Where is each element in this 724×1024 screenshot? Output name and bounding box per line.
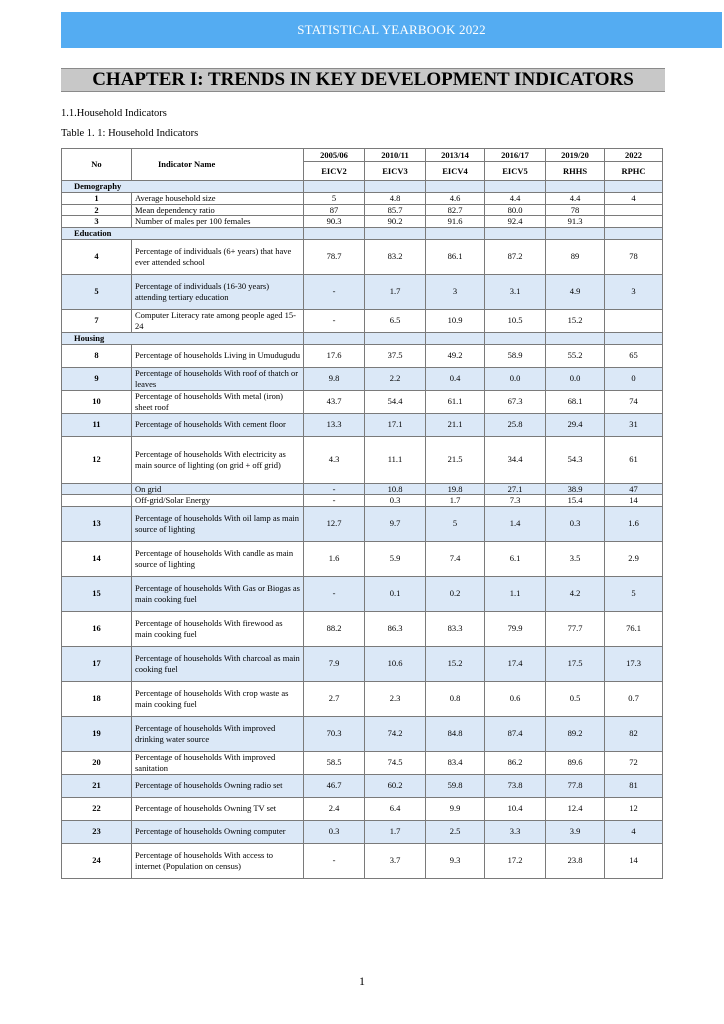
table-row [62,390,663,413]
indicator-value: 3.9 [546,820,605,843]
table-row [62,541,663,576]
indicator-value [605,216,663,228]
indicator-value: 7.3 [485,495,546,507]
indicator-value: 74.2 [365,716,426,751]
table-row [62,367,663,390]
indicator-value: 12.7 [304,506,365,541]
indicator-value: 84.8 [426,716,485,751]
table-row [62,204,663,216]
indicator-name: Percentage of households With oil lamp as main source of lighting [132,506,304,541]
indicator-value: 6.4 [365,797,426,820]
indicator-value: 0.0 [546,367,605,390]
indicator-value: - [304,483,365,495]
indicator-value: 5 [605,576,663,611]
indicator-value: 0.7 [605,681,663,716]
section-row-demography [62,181,663,193]
section-blank-cell [485,227,546,239]
indicator-name: Mean dependency ratio [132,204,304,216]
indicator-value: 17.6 [304,344,365,367]
section-label: Education [62,227,304,239]
indicator-value: 82 [605,716,663,751]
header-source: RPHC [605,162,663,181]
indicator-value: 65 [605,344,663,367]
table-row [62,576,663,611]
section-blank-cell [485,181,546,193]
section-blank-cell [304,332,365,344]
page-number: 1 [359,974,365,988]
table-row [62,216,663,228]
indicator-value: 74 [605,390,663,413]
indicator-value: 0.0 [485,367,546,390]
indicator-value: 1.6 [304,541,365,576]
indicator-value: 2.4 [304,797,365,820]
section-blank-cell [546,332,605,344]
section-blank-cell [426,181,485,193]
row-number-empty [62,495,132,507]
indicator-value: 19.8 [426,483,485,495]
indicator-value: 3.7 [365,843,426,878]
indicator-name: Percentage of households With candle as main source of lighting [132,541,304,576]
header-source: RHHS [546,162,605,181]
indicator-value: 6.1 [485,541,546,576]
indicator-value: 85.7 [365,204,426,216]
header-year: 2022 [605,149,663,162]
indicator-value: 4 [605,193,663,205]
indicator-value: 27.1 [485,483,546,495]
indicator-value: 74.5 [365,751,426,774]
header-year: 2019/20 [546,149,605,162]
indicator-value: 7.4 [426,541,485,576]
indicator-value: 29.4 [546,413,605,436]
table-row [62,646,663,681]
indicator-value: 54.4 [365,390,426,413]
indicator-name: Percentage of individuals (6+ years) that have ever attended school [132,239,304,274]
indicator-name: Percentage of households With electricity as main source of lighting (on grid + off grid) [132,436,304,483]
indicator-value: 72 [605,751,663,774]
header-year: 2005/06 [304,149,365,162]
header-source: EICV4 [426,162,485,181]
section-blank-cell [304,227,365,239]
indicator-value: 78.7 [304,239,365,274]
row-number: 18 [62,681,132,716]
indicator-name: Percentage of households With roof of thatch or leaves [132,367,304,390]
yearbook-banner: STATISTICAL YEARBOOK 2022 [61,12,722,48]
indicator-value: 67.3 [485,390,546,413]
indicator-value: 2.5 [426,820,485,843]
indicator-value: 37.5 [365,344,426,367]
row-number: 24 [62,843,132,878]
indicator-value: 2.7 [304,681,365,716]
indicator-value: 90.3 [304,216,365,228]
indicator-value: 78 [605,239,663,274]
indicator-value: 17.3 [605,646,663,681]
row-number: 4 [62,239,132,274]
row-number: 10 [62,390,132,413]
row-number: 3 [62,216,132,228]
indicator-name: Off-grid/Solar Energy [132,495,304,507]
indicator-name: Number of males per 100 females [132,216,304,228]
indicator-value: 3.5 [546,541,605,576]
indicator-value: 47 [605,483,663,495]
row-number: 1 [62,193,132,205]
indicator-value: 79.9 [485,611,546,646]
table-subrow [62,495,663,507]
table-row [62,344,663,367]
section-blank-cell [605,227,663,239]
section-label: Housing [62,332,304,344]
table-subrow [62,483,663,495]
indicator-value: 78 [546,204,605,216]
header-no: No [62,149,132,181]
indicator-value: 10.8 [365,483,426,495]
indicator-value [605,204,663,216]
header-source: EICV5 [485,162,546,181]
indicator-value: 49.2 [426,344,485,367]
row-number: 2 [62,204,132,216]
indicator-name: Percentage of households With Gas or Biogas as main cooking fuel [132,576,304,611]
row-number-empty [62,483,132,495]
indicator-name: Computer Literacy rate among people aged 15-24 [132,309,304,332]
indicator-value: 10.4 [485,797,546,820]
indicator-value: 3.3 [485,820,546,843]
row-number: 7 [62,309,132,332]
indicator-value: - [304,274,365,309]
indicator-value: - [304,843,365,878]
indicator-value: 89.6 [546,751,605,774]
section-blank-cell [605,332,663,344]
indicator-value: 12.4 [546,797,605,820]
indicator-value: 0.6 [485,681,546,716]
indicator-value: 0.5 [546,681,605,716]
indicator-value: 11.1 [365,436,426,483]
indicator-name: Percentage of households With cement floor [132,413,304,436]
indicator-value: 38.9 [546,483,605,495]
indicator-name: Percentage of households Owning TV set [132,797,304,820]
row-number: 17 [62,646,132,681]
indicator-value: 90.2 [365,216,426,228]
indicator-name: Percentage of households With access to internet (Population on census) [132,843,304,878]
chapter-title: CHAPTER I: TRENDS IN KEY DEVELOPMENT INDICATORS [61,68,665,92]
header-source: EICV3 [365,162,426,181]
indicator-value: 4.9 [546,274,605,309]
indicator-name: Average household size [132,193,304,205]
table-row [62,436,663,483]
indicator-value: 9.3 [426,843,485,878]
indicator-name: Percentage of households With metal (iron) sheet roof [132,390,304,413]
row-number: 9 [62,367,132,390]
table-row [62,820,663,843]
indicator-name: Percentage of individuals (16-30 years) attending tertiary education [132,274,304,309]
indicator-value: 15.4 [546,495,605,507]
indicator-value: 15.2 [426,646,485,681]
table-row [62,843,663,878]
indicator-value: 7.9 [304,646,365,681]
indicator-value: 80.0 [485,204,546,216]
indicator-value: 55.2 [546,344,605,367]
indicator-value: 23.8 [546,843,605,878]
row-number: 5 [62,274,132,309]
indicator-name: Percentage of households With crop waste as main cooking fuel [132,681,304,716]
section-blank-cell [365,332,426,344]
indicator-value: 70.3 [304,716,365,751]
indicator-value: 9.7 [365,506,426,541]
indicator-value: 4.4 [485,193,546,205]
indicator-value: 0.3 [304,820,365,843]
indicator-value: 3 [605,274,663,309]
table-row [62,611,663,646]
indicator-value: 59.8 [426,774,485,797]
table-caption: Table 1. 1: Household Indicators [61,128,199,139]
indicator-name: On grid [132,483,304,495]
indicator-value: 1.7 [426,495,485,507]
indicator-name: Percentage of households With firewood as main cooking fuel [132,611,304,646]
table-row [62,309,663,332]
indicator-value: 2.9 [605,541,663,576]
indicator-value: 4.2 [546,576,605,611]
header-row-years [62,149,663,162]
section-blank-cell [546,181,605,193]
table-row [62,774,663,797]
section-row-housing [62,332,663,344]
indicator-value: 5.9 [365,541,426,576]
section-blank-cell [426,332,485,344]
header-year: 2016/17 [485,149,546,162]
table-row [62,506,663,541]
indicator-value: 76.1 [605,611,663,646]
indicator-value: 58.9 [485,344,546,367]
indicator-value: 17.5 [546,646,605,681]
indicator-value: 17.1 [365,413,426,436]
indicator-value: 91.6 [426,216,485,228]
row-number: 23 [62,820,132,843]
indicator-value: 87 [304,204,365,216]
indicator-value: 21.1 [426,413,485,436]
indicator-value: 61.1 [426,390,485,413]
row-number: 22 [62,797,132,820]
indicator-value: 5 [304,193,365,205]
indicator-value: 9.8 [304,367,365,390]
indicator-value: 4.3 [304,436,365,483]
indicator-value: 0.3 [546,506,605,541]
indicator-value: 83.3 [426,611,485,646]
indicator-value: 17.4 [485,646,546,681]
indicator-name: Percentage of households Owning computer [132,820,304,843]
indicator-value: 1.4 [485,506,546,541]
indicator-value: 4.6 [426,193,485,205]
indicator-name: Percentage of households With charcoal as main cooking fuel [132,646,304,681]
indicator-name: Percentage of households With improved sanitation [132,751,304,774]
table-row [62,413,663,436]
household-indicators-table [61,148,663,879]
indicator-value: 89 [546,239,605,274]
indicator-value: 25.8 [485,413,546,436]
indicator-value: 54.3 [546,436,605,483]
indicator-value: 86.2 [485,751,546,774]
row-number: 12 [62,436,132,483]
indicator-value: 87.2 [485,239,546,274]
indicator-value: 14 [605,843,663,878]
indicator-value: 4 [605,820,663,843]
table-row [62,751,663,774]
indicator-value: 0.4 [426,367,485,390]
indicator-value: 92.4 [485,216,546,228]
table-row [62,716,663,751]
row-number: 11 [62,413,132,436]
indicator-value: 2.3 [365,681,426,716]
indicator-value: 2.2 [365,367,426,390]
indicator-value: 13.3 [304,413,365,436]
indicator-value: 4.4 [546,193,605,205]
indicator-value: 14 [605,495,663,507]
section-blank-cell [426,227,485,239]
section-blank-cell [304,181,365,193]
row-number: 20 [62,751,132,774]
indicator-value: 1.6 [605,506,663,541]
indicator-name: Percentage of households Living in Umudugudu [132,344,304,367]
indicator-value: 0.2 [426,576,485,611]
table-row [62,239,663,274]
indicator-value: 3.1 [485,274,546,309]
header-source: EICV2 [304,162,365,181]
section-row-education [62,227,663,239]
row-number: 19 [62,716,132,751]
indicator-value: 6.5 [365,309,426,332]
table-row [62,274,663,309]
indicator-value: 1.1 [485,576,546,611]
indicator-value: 10.9 [426,309,485,332]
indicator-value: 4.8 [365,193,426,205]
row-number: 15 [62,576,132,611]
indicator-value: 17.2 [485,843,546,878]
indicator-value [605,309,663,332]
indicator-value: 77.7 [546,611,605,646]
table-row [62,681,663,716]
indicator-value: 1.7 [365,274,426,309]
row-number: 14 [62,541,132,576]
section-blank-cell [485,332,546,344]
row-number: 21 [62,774,132,797]
row-number: 8 [62,344,132,367]
indicator-value: 9.9 [426,797,485,820]
section-heading: 1.1.Household Indicators [61,108,167,119]
indicator-value: - [304,495,365,507]
indicator-value: 88.2 [304,611,365,646]
indicator-value: 0.3 [365,495,426,507]
indicator-name: Percentage of households Owning radio set [132,774,304,797]
table-row [62,797,663,820]
indicator-value: - [304,309,365,332]
indicator-value: 43.7 [304,390,365,413]
indicator-value: 15.2 [546,309,605,332]
header-year: 2010/11 [365,149,426,162]
indicator-value: 83.2 [365,239,426,274]
indicator-value: 68.1 [546,390,605,413]
indicator-value: 5 [426,506,485,541]
indicator-value: 10.6 [365,646,426,681]
section-blank-cell [605,181,663,193]
indicator-value: 0.1 [365,576,426,611]
header-year: 2013/14 [426,149,485,162]
indicator-value: 81 [605,774,663,797]
row-number: 16 [62,611,132,646]
indicator-value: - [304,576,365,611]
indicator-value: 46.7 [304,774,365,797]
section-blank-cell [365,227,426,239]
indicator-value: 58.5 [304,751,365,774]
indicator-name: Percentage of households With improved drinking water source [132,716,304,751]
section-blank-cell [546,227,605,239]
indicator-value: 31 [605,413,663,436]
indicator-value: 3 [426,274,485,309]
indicator-value: 82.7 [426,204,485,216]
indicator-value: 1.7 [365,820,426,843]
indicator-value: 86.3 [365,611,426,646]
indicator-value: 21.5 [426,436,485,483]
table-row [62,193,663,205]
row-number: 13 [62,506,132,541]
indicator-value: 0.8 [426,681,485,716]
indicator-value: 77.8 [546,774,605,797]
indicator-value: 34.4 [485,436,546,483]
indicator-value: 86.1 [426,239,485,274]
indicator-value: 61 [605,436,663,483]
section-label: Demography [62,181,304,193]
indicator-value: 12 [605,797,663,820]
indicator-value: 0 [605,367,663,390]
indicator-value: 91.3 [546,216,605,228]
indicator-value: 83.4 [426,751,485,774]
section-blank-cell [365,181,426,193]
indicator-value: 60.2 [365,774,426,797]
header-indicator-name: Indicator Name [132,149,304,181]
indicator-value: 73.8 [485,774,546,797]
indicator-value: 87.4 [485,716,546,751]
indicator-value: 10.5 [485,309,546,332]
indicator-value: 89.2 [546,716,605,751]
